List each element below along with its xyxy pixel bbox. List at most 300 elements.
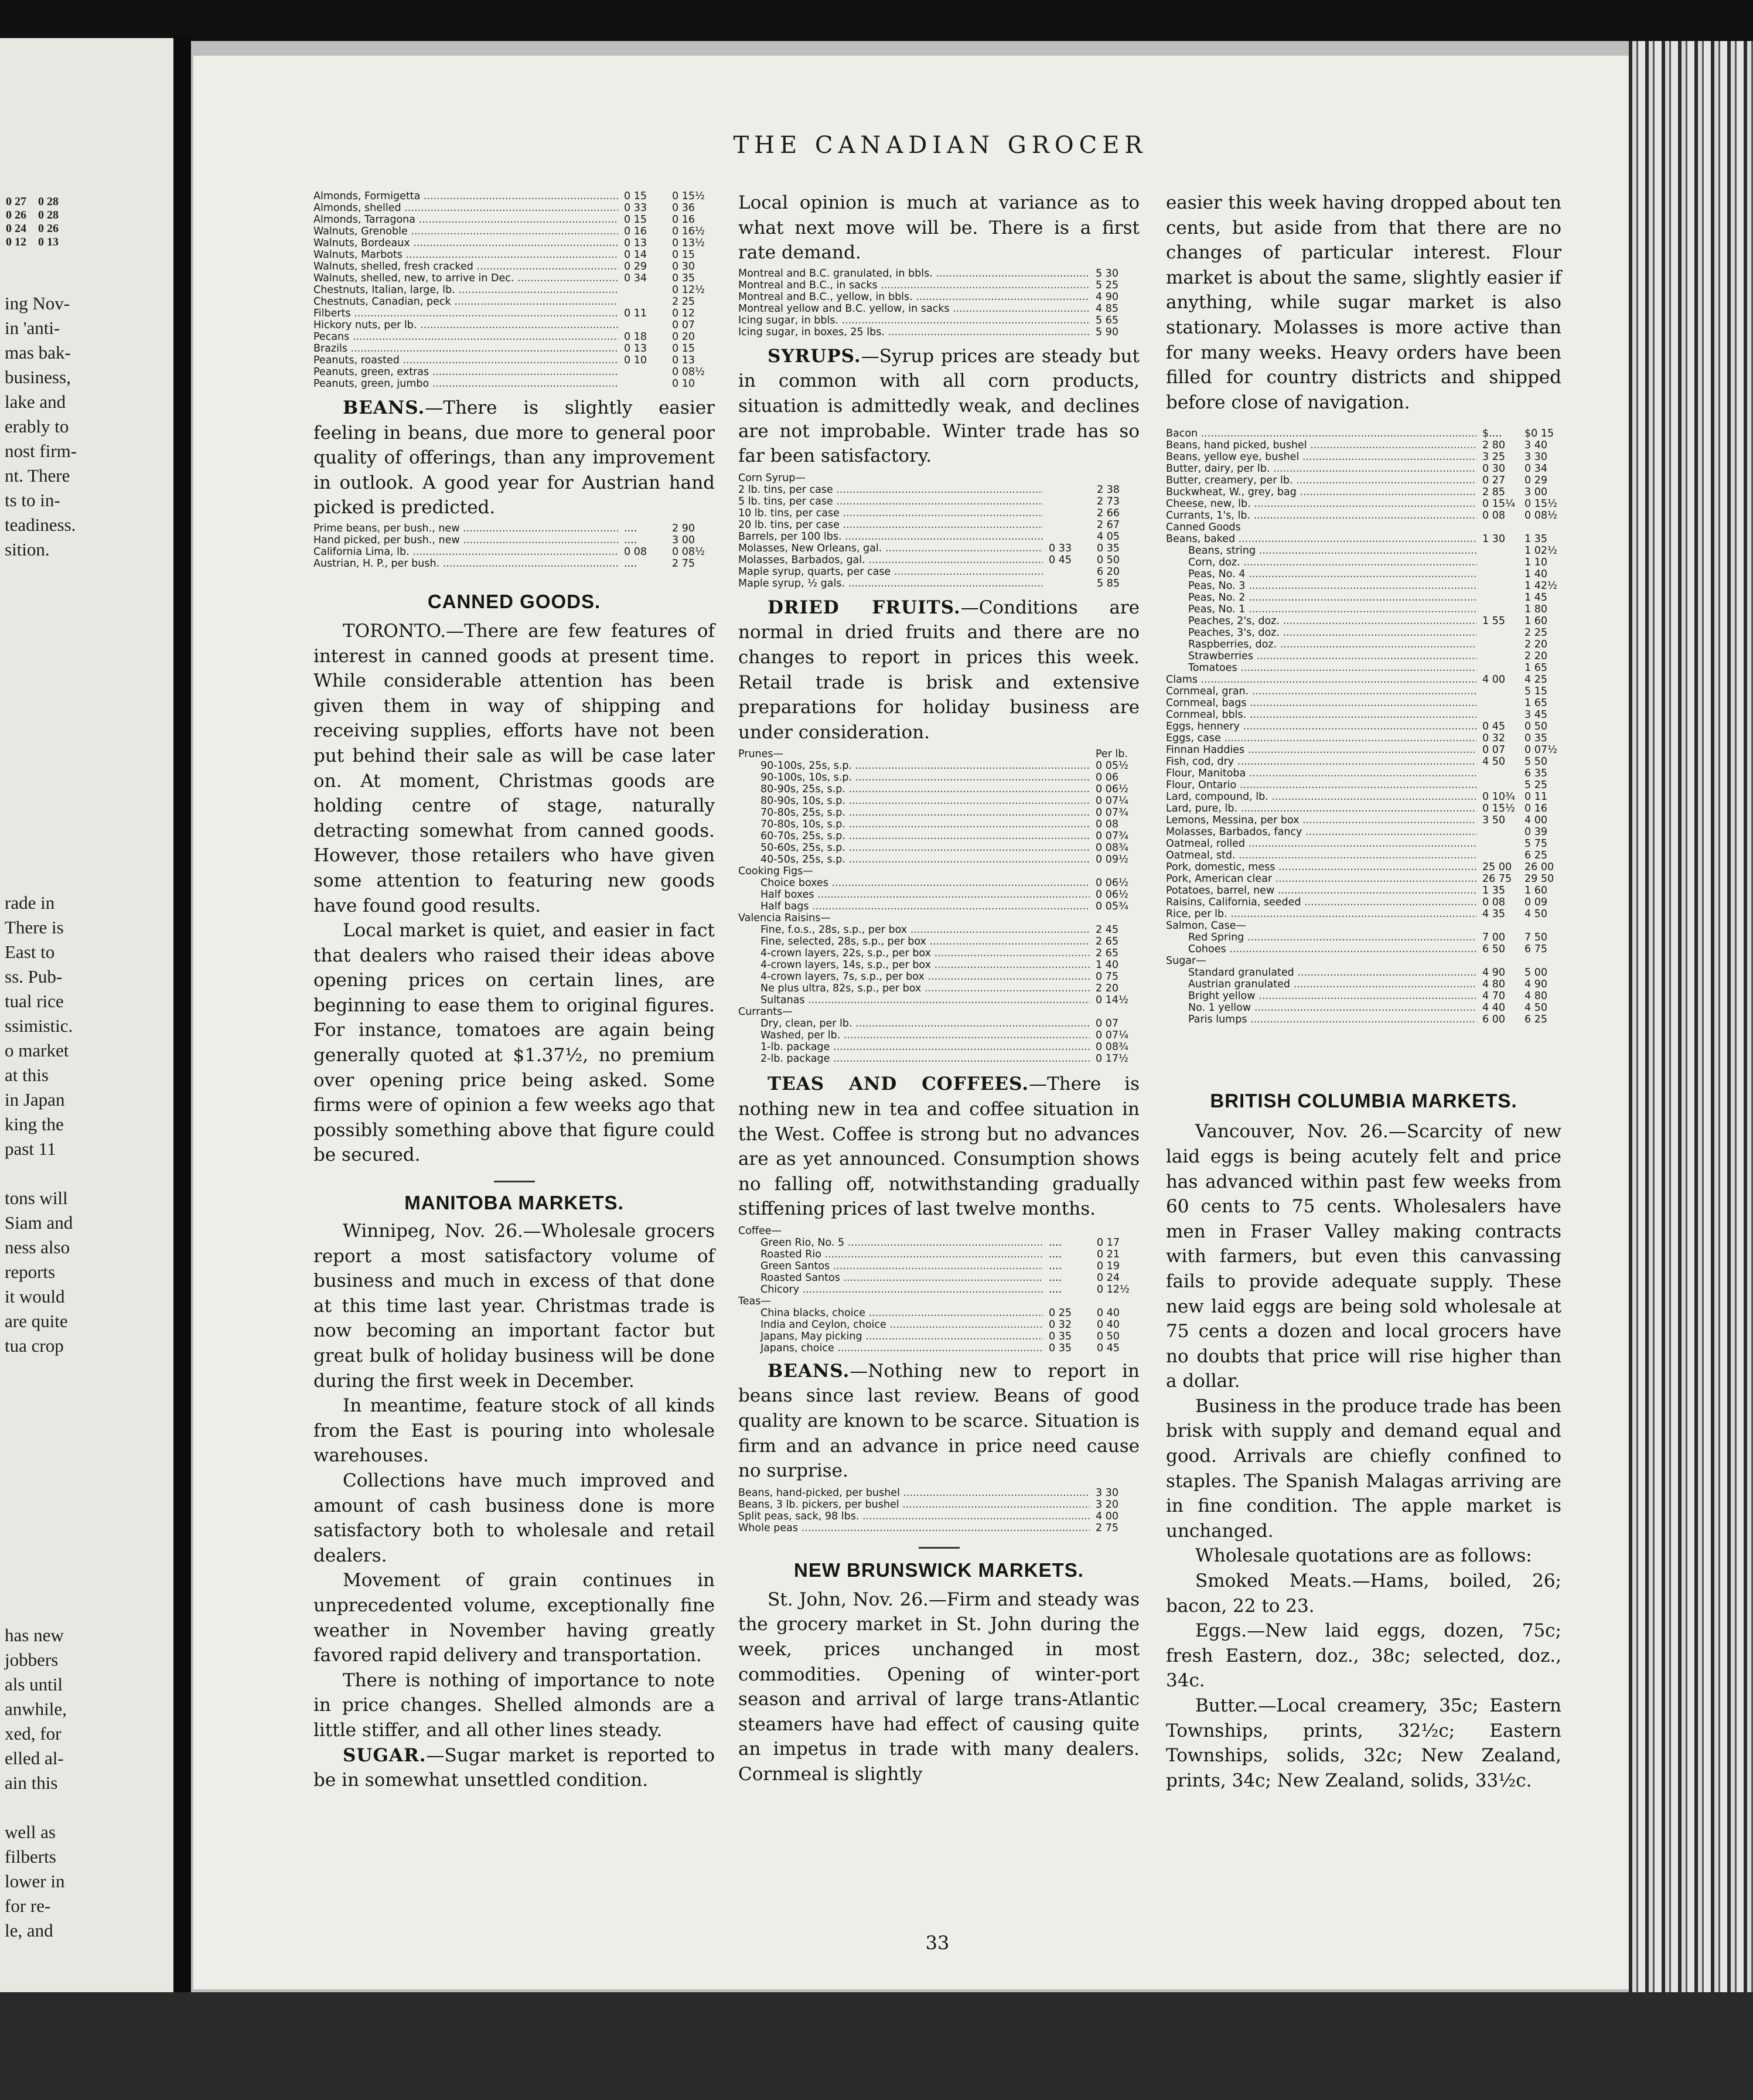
table-row: [738, 484, 1140, 496]
price-v2: 1 80: [1525, 604, 1547, 616]
table-row: [738, 924, 1140, 936]
item-label: Hickory nuts, per lb. .....: [313, 319, 618, 331]
table-row: [1166, 533, 1561, 545]
item-label: Fish, cod, dry .....: [1166, 756, 1476, 768]
item-label: Peas, No. 4 .....: [1166, 568, 1476, 580]
price-v1: 0 15¼: [1482, 498, 1515, 510]
table-row: [738, 959, 1140, 971]
item-label: Half boxes .....: [738, 889, 1090, 901]
table-row: [738, 1487, 1140, 1499]
price-v1: 2 80: [1482, 439, 1505, 452]
item-label: Ne plus ultra, 82s, s.p., per box .....: [738, 983, 1090, 994]
price-v1: 4 70: [1482, 990, 1505, 1003]
price-v1: 3 25: [1482, 451, 1505, 463]
item-label: Roasted Rio .....: [738, 1249, 1043, 1260]
item-label: Icing sugar, in bbls. .....: [738, 315, 1090, 326]
price-v1: [1476, 662, 1519, 674]
table-row: [738, 1511, 1140, 1522]
table-row: [738, 1307, 1140, 1319]
table-row: [313, 226, 715, 237]
item-label: Green Santos .....: [738, 1260, 1043, 1272]
table-row: [738, 1260, 1140, 1272]
manitoba-paragraph-4: Movement of grain continues in unprecedented volume, exceptionally fine weather in November having greatly favored rapid delivery and transportation.: [313, 1570, 715, 1666]
price-v1: [1476, 557, 1519, 568]
price-v2: 0 35: [1097, 542, 1120, 554]
price-v2: 0 07¾: [1096, 807, 1128, 819]
table-row: [738, 315, 1140, 326]
price-v1: 0 30: [1482, 463, 1505, 475]
new-brunswick-continued-paragraph: easier this week having dropped about ten cents, but aside from that there are no changes of particular interest. Flour market is about the same, slightly easier if anything, while sugar market is also stationary. Molasses is more active than for many weeks. Heavy orders have been filled for country districts and shipped before close of navigation.: [1166, 192, 1561, 413]
bc-paragraph-1: Vancouver, Nov. 26.—Scarcity of new laid eggs is being acutely felt and price has advanced within past few weeks from 60 cents to 75 cents. Wholesalers have men in Fraser Valley making contracts with farmers, but even this canvassing fails to provide adequate supply. These new laid eggs are being sold wholesale at 75 cents a dozen and local grocers have no doubts that price will rise higher than a dollar.: [1166, 1121, 1561, 1392]
table-row: [1166, 674, 1561, 686]
price-v2: 0 50: [1097, 1330, 1120, 1342]
price-v2: 0 07¾: [1096, 830, 1128, 843]
item-label: Fine, f.o.s., 28s, s.p., per box .....: [738, 924, 1090, 936]
price-v2: 4 80: [1525, 990, 1547, 1003]
table-row: [1166, 967, 1561, 979]
price-v1: ....: [1049, 1271, 1062, 1284]
price-v1: 7 00: [1482, 932, 1505, 944]
table-row: [738, 807, 1140, 819]
price-v2: 3 40: [1525, 439, 1547, 452]
price-v2: 5 00: [1525, 967, 1547, 979]
price-v2: 5 75: [1525, 838, 1547, 850]
price-v2: 0 21: [1097, 1248, 1120, 1260]
table-row: [738, 531, 1140, 543]
price-v2: [1091, 1296, 1140, 1307]
nuts-price-table: [313, 190, 715, 390]
table-row: [1166, 885, 1561, 896]
price-v1: 0 45: [1049, 554, 1072, 566]
item-label: Cornmeal, gran. .....: [1166, 686, 1476, 697]
price-v1: [1043, 507, 1091, 519]
table-row: [738, 819, 1140, 830]
price-v2: 2 73: [1097, 495, 1120, 507]
price-v2: 4 25: [1525, 674, 1547, 686]
table-row: [1166, 545, 1561, 557]
item-label: Flour, Ontario .....: [1166, 779, 1476, 791]
table-row: [313, 202, 715, 214]
price-v2: 0 14½: [1096, 994, 1128, 1007]
column-2: [738, 190, 1140, 1787]
price-v1: 4 80: [1482, 979, 1505, 991]
price-v1: [1476, 627, 1519, 639]
table-row: [1166, 826, 1561, 838]
price-v2: 2 20: [1525, 650, 1547, 663]
item-label: 5 lb. tins, per case .....: [738, 496, 1043, 507]
item-label: Peaches, 3's, doz. .....: [1166, 627, 1476, 639]
price-v2: 1 65: [1525, 662, 1547, 674]
item-label: Beans, hand-picked, per bushel .....: [738, 1487, 1090, 1499]
table-row: [313, 378, 715, 390]
table-row: [738, 1331, 1140, 1342]
price-v1: [618, 319, 666, 331]
table-row: [1166, 557, 1561, 568]
price-v2: 0 39: [1525, 826, 1547, 838]
price-v2: 0 36: [672, 202, 695, 214]
item-label: Corn, doz. .....: [1166, 557, 1476, 568]
item-label: Cornmeal, bbls. .....: [1166, 709, 1476, 721]
price-v1: 0 15: [624, 190, 647, 202]
item-label: Corn Syrup—: [738, 472, 806, 484]
price-v2: 0 35: [1525, 732, 1547, 745]
item-label: Rice, per lb. .....: [1166, 908, 1476, 920]
table-row: [313, 319, 715, 331]
price-v2: 0 34: [1525, 463, 1547, 475]
table-row: [313, 214, 715, 226]
price-v2: 4 50: [1525, 908, 1547, 921]
price-v2: 0 17: [1097, 1236, 1120, 1249]
price-v1: [1476, 639, 1519, 650]
price-v1: [1043, 1296, 1091, 1307]
price-v2: 0 15½: [672, 190, 705, 202]
table-row: [738, 472, 1140, 484]
price-v1: [618, 284, 666, 296]
column-1: [313, 190, 715, 1793]
price-v1: [1476, 920, 1519, 932]
item-label: Japans, May picking .....: [738, 1331, 1043, 1342]
price-v2: 0 06½: [1096, 783, 1128, 796]
bc-paragraph-2: Business in the produce trade has been brisk with supply and demand equal and good. Arrivals are chiefly confined to staples. The Spanish Malagas arriving are in fine condition. The apple market is unchanged.: [1166, 1395, 1561, 1542]
item-label: Hand picked, per bush., new .....: [313, 534, 618, 546]
table-row: [1166, 686, 1561, 697]
item-label: Lard, compound, lb. .....: [1166, 791, 1476, 803]
table-row: [1166, 615, 1561, 627]
price-v1: [1476, 592, 1519, 604]
price-v2: 0 08: [1096, 819, 1118, 831]
table-row: [1166, 439, 1561, 451]
table-row: [1166, 697, 1561, 709]
item-label: Peas, No. 2 .....: [1166, 592, 1476, 604]
table-row: [313, 546, 715, 558]
item-label: No. 1 yellow .....: [1166, 1002, 1476, 1014]
price-v1: [618, 366, 666, 378]
price-v1: 3 50: [1482, 814, 1505, 827]
item-label: Butter, dairy, per lb. .....: [1166, 463, 1476, 475]
price-v2: 3 45: [1525, 709, 1547, 721]
price-v2: 0 08½: [1525, 510, 1557, 522]
table-row: [1166, 814, 1561, 826]
scan-border-top: [0, 0, 1753, 41]
price-v1: 1 35: [1482, 885, 1505, 897]
item-label: Beans, hand picked, bushel .....: [1166, 439, 1476, 451]
canned-goods-paragraph-2: Local market is quiet, and easier in fact that dealers who raised their ideas above opening prices on certain lines, are beginning to ease them to original figures. For instance, tomatoes are again being generally quoted at $1.37½, no premium over opening price being asked. Some firms were of opinion a few weeks ago that possibly something above that figure could be secured.: [313, 920, 715, 1166]
item-label: 10 lb. tins, per case .....: [738, 507, 1043, 519]
item-label: Sugar—: [1166, 955, 1206, 967]
price-v2: 7 50: [1525, 932, 1547, 944]
table-row: [1166, 662, 1561, 674]
item-label: Walnuts, shelled, fresh cracked .....: [313, 261, 618, 272]
item-label: Lard, pure, lb. .....: [1166, 803, 1476, 814]
table-row: [1166, 896, 1561, 908]
table-row: [1166, 721, 1561, 732]
price-v2: 4 90: [1525, 979, 1547, 991]
item-label: 4-crown layers, 7s, s.p., per box .....: [738, 971, 1090, 983]
item-label: Peanuts, green, jumbo .....: [313, 378, 618, 390]
item-label: Peanuts, green, extras .....: [313, 366, 618, 378]
item-label: Almonds, shelled .....: [313, 202, 618, 214]
item-label: Roasted Santos .....: [738, 1272, 1043, 1284]
table-row: [738, 1284, 1140, 1296]
item-label: Standard granulated .....: [1166, 967, 1476, 979]
price-v2: 3 00: [672, 534, 695, 546]
price-v1: [1476, 568, 1519, 580]
price-v2: 5 30: [1096, 267, 1118, 279]
price-v2: 0 15: [672, 343, 695, 354]
price-v2: [1519, 920, 1561, 932]
price-v1: 4 00: [1482, 674, 1505, 686]
table-row: [1166, 650, 1561, 662]
manitoba-paragraph-5: There is nothing of importance to note in price changes. Shelled almonds are a little stiffer, and all other lines steady.: [313, 1669, 715, 1741]
price-v2: 1 65: [1525, 697, 1547, 710]
price-v2: 0 20: [672, 331, 695, 343]
item-label: Paris lumps .....: [1166, 1014, 1476, 1025]
price-v2: 5 15: [1525, 686, 1547, 698]
item-label: Split peas, sack, 98 lbs. .....: [738, 1511, 1090, 1522]
table-row: [738, 326, 1140, 338]
price-v1: 4 50: [1482, 756, 1505, 768]
table-row: [1166, 475, 1561, 486]
table-row: Prunes— Per lb.: [738, 748, 1128, 761]
price-v2: 2 25: [672, 296, 695, 308]
price-v2: 5 25: [1096, 279, 1118, 291]
price-v2: 3 20: [1096, 1498, 1118, 1511]
item-label: Icing sugar, in boxes, 25 lbs. .....: [738, 326, 1090, 338]
price-v1: [1043, 496, 1091, 507]
price-v2: 4 00: [1525, 814, 1547, 827]
table-row: [738, 1296, 1140, 1307]
item-label: Peaches, 2's, doz. .....: [1166, 615, 1476, 627]
book-spine: [173, 35, 191, 1992]
manitoba-paragraph-2: In meantime, feature stock of all kinds from the East is pouring into wholesale warehouses.: [313, 1395, 715, 1467]
table-row: [1166, 1014, 1561, 1025]
price-v2: 1 35: [1525, 533, 1547, 546]
price-v1: [1476, 650, 1519, 662]
item-label: Molasses, New Orleans, gal. .....: [738, 543, 1043, 554]
table-row: [738, 554, 1140, 566]
price-v2: 5 25: [1525, 779, 1547, 792]
price-v2: 0 08¾: [1096, 1041, 1128, 1054]
table-row: [1166, 873, 1561, 885]
price-v2: [1090, 1006, 1140, 1018]
table-row: [738, 1342, 1140, 1354]
table-row: [1166, 791, 1561, 803]
table-row: [1166, 732, 1561, 744]
price-v2: 2 75: [1096, 1522, 1118, 1534]
page-stack-edge: [1629, 41, 1753, 1992]
price-v2: 0 07: [1096, 1018, 1118, 1030]
price-v2: 2 65: [1096, 936, 1118, 948]
table-row: [738, 519, 1140, 531]
price-v1: ....: [1049, 1236, 1062, 1249]
price-v1: 0 25: [1049, 1307, 1072, 1319]
table-row: [738, 268, 1140, 279]
table-row: [313, 343, 715, 354]
table-row: [1166, 463, 1561, 475]
table-row: [1166, 756, 1561, 768]
table-row: [738, 1041, 1140, 1053]
table-row: [1166, 908, 1561, 920]
new-brunswick-paragraph: St. John, Nov. 26.—Firm and steady was the grocery market in St. John during the week, prices unchanged in most commodities. Opening of winter-port season and arrival of large trans-Atlantic steamers have had effect of causing quite an impetus in trade with many dealers. Cornmeal is slightly: [738, 1588, 1140, 1785]
price-v2: 6 25: [1525, 850, 1547, 862]
table-row: [738, 1006, 1140, 1018]
item-label: Beans, 3 lb. pickers, per bushel .....: [738, 1499, 1090, 1511]
item-label: Cornmeal, bags .....: [1166, 697, 1476, 709]
price-v2: 0 12½: [1097, 1283, 1130, 1296]
manitoba-paragraph-1: Winnipeg, Nov. 26.—Wholesale grocers report a most satisfactory volume of business and much in excess of that done at this time last year. Christmas trade is now becoming an important factor but great bulk of holiday business will be done during the first week in December.: [313, 1221, 715, 1392]
item-label: Austrian granulated .....: [1166, 979, 1476, 990]
price-v1: [1043, 472, 1091, 484]
item-label: Green Rio, No. 5 .....: [738, 1237, 1043, 1249]
table-row: [1166, 990, 1561, 1002]
table-row: [1166, 428, 1561, 439]
price-v2: 0 75: [1096, 971, 1118, 983]
item-label: Barrels, per 100 lbs. .....: [738, 531, 1043, 543]
table-row: [313, 354, 715, 366]
running-title: THE CANADIAN GROCER: [733, 132, 1148, 159]
price-v1: 0 27: [1482, 475, 1505, 487]
price-v2: 2 38: [1097, 483, 1120, 496]
item-label: Tomatoes .....: [1166, 662, 1476, 674]
table-row: [1166, 521, 1561, 533]
syrup-price-table: [738, 472, 1140, 589]
item-label: Oatmeal, std. .....: [1166, 850, 1476, 861]
item-label: Austrian, H. P., per bush. .....: [313, 558, 618, 570]
item-label: 90-100s, 25s, s.p. .....: [738, 760, 1090, 772]
sugar-continued-paragraph: Local opinion is much at variance as to what next move will be. There is a first rate demand.: [738, 192, 1140, 264]
price-v1: 25 00: [1482, 861, 1512, 874]
table-row: [313, 284, 715, 296]
item-label: 70-80s, 10s, s.p. .....: [738, 819, 1090, 830]
british-columbia-heading: BRITISH COLUMBIA MARKETS.: [1210, 1090, 1517, 1112]
item-label: Coffee—: [738, 1225, 782, 1237]
price-v1: 0 16: [624, 226, 647, 237]
price-v1: 4 90: [1482, 967, 1505, 979]
item-label: Beans, string .....: [1166, 545, 1476, 557]
item-label: California Lima, lb. .....: [313, 546, 618, 558]
price-v1: [1476, 826, 1519, 838]
price-v2: 2 45: [1096, 924, 1118, 936]
price-v2: 1 60: [1525, 615, 1547, 628]
item-label: Filberts .....: [313, 308, 618, 319]
table-row: [738, 507, 1140, 519]
item-label: Currants—: [738, 1006, 793, 1018]
price-v1: [1476, 838, 1519, 850]
price-v2: 2 25: [1525, 627, 1547, 639]
item-label: Lemons, Messina, per box .....: [1166, 814, 1476, 826]
price-v2: 1 10: [1525, 557, 1547, 569]
price-v2: 0 07¼: [1096, 795, 1128, 807]
item-label: 20 lb. tins, per case .....: [738, 519, 1043, 531]
price-v2: 1 40: [1096, 959, 1118, 971]
price-v1: 0 15½: [1482, 803, 1515, 815]
item-label: Cooking Figs—: [738, 865, 813, 878]
price-v2: 3 30: [1525, 451, 1547, 463]
price-v1: 0 13: [624, 237, 647, 249]
price-v1: [1476, 779, 1519, 791]
item-label: 90-100s, 10s, s.p. .....: [738, 772, 1090, 783]
table-row: [1166, 838, 1561, 850]
table-row: [1166, 768, 1561, 779]
left-fragment-lines-a: ing Nov- in 'anti- mas bak- business, lake and erably to nost firm- nt. There ts to in- teadiness. sition.: [5, 293, 77, 560]
table-row: [738, 1225, 1140, 1237]
item-label: Potatoes, barrel, new .....: [1166, 885, 1476, 896]
price-v2: 0 06½: [1096, 889, 1128, 901]
item-label: Raspberries, doz. .....: [1166, 639, 1476, 650]
table-row: [313, 558, 715, 570]
item-label: 50-60s, 25s, s.p. .....: [738, 842, 1090, 854]
table-row: [313, 308, 715, 319]
item-label: 1-lb. package .....: [738, 1041, 1090, 1053]
left-fragment-prices: 0 27 0 28 0 26 0 28 0 24 0 26 0 12 0 13: [6, 195, 59, 248]
table-row: [738, 291, 1140, 303]
table-row: [1166, 639, 1561, 650]
price-v1: [1476, 709, 1519, 721]
price-v2: 6 25: [1525, 1014, 1547, 1026]
scan-border-bottom: [0, 1992, 1753, 2100]
table-row: [313, 523, 715, 534]
price-v2: 5 50: [1525, 756, 1547, 768]
item-label: Canned Goods: [1166, 521, 1241, 534]
table-row: [738, 912, 1140, 924]
table-row: [313, 237, 715, 249]
table-row: [738, 854, 1140, 865]
item-label: Molasses, Barbados, gal. .....: [738, 554, 1043, 566]
item-label: Cohoes .....: [1166, 943, 1476, 955]
item-label: Red Spring .....: [1166, 932, 1476, 943]
item-label: Washed, per lb. .....: [738, 1029, 1090, 1041]
price-v2: 0 09½: [1096, 854, 1128, 866]
price-v1: [1476, 686, 1519, 697]
table-row: [313, 261, 715, 272]
item-label: Sultanas .....: [738, 994, 1090, 1006]
table-row: [1166, 803, 1561, 814]
table-row: [1166, 744, 1561, 756]
price-v1: [1476, 604, 1519, 615]
price-v1: 2 85: [1482, 486, 1505, 499]
table-row: [1166, 627, 1561, 639]
table-row: [738, 1018, 1140, 1029]
table-row: [738, 279, 1140, 291]
table-row: [738, 947, 1140, 959]
table-row: [738, 865, 1140, 877]
item-label: 70-80s, 25s, s.p. .....: [738, 807, 1090, 819]
column-3: [1166, 190, 1561, 1793]
table-row: [1166, 580, 1561, 592]
syrups-paragraph: SYRUPS.—Syrup prices are steady but in common with all corn products, situation is admittedly weak, and declines are not improbable. Winter trade has so far been satisfactory.: [738, 345, 1140, 467]
price-v2: 3 30: [1096, 1487, 1118, 1499]
price-v2: 0 30: [672, 261, 695, 272]
price-v2: 29 50: [1525, 873, 1554, 885]
canned-goods-heading: CANNED GOODS.: [427, 590, 601, 612]
table-row: [738, 760, 1140, 772]
price-v1: 0 08: [624, 546, 647, 558]
price-v1: [1043, 484, 1091, 496]
item-label: Valencia Raisins—: [738, 912, 831, 925]
beans-2-price-table: [738, 1487, 1140, 1534]
table-row: [738, 877, 1140, 889]
table-row: [1166, 932, 1561, 943]
price-v2: 0 06: [1096, 772, 1118, 784]
item-label: Flour, Manitoba .....: [1166, 768, 1476, 779]
table-row: [738, 983, 1140, 994]
price-v2: 5 90: [1096, 326, 1118, 338]
table-row: [313, 272, 715, 284]
table-row: [738, 783, 1140, 795]
table-row: [1166, 498, 1561, 510]
manitoba-paragraph-3: Collections have much improved and amount of cash business done is more satisfactory both to wholesale and retail dealers.: [313, 1470, 715, 1566]
bc-paragraph-4: Smoked Meats.—Hams, boiled, 26; bacon, 22 to 23.: [1166, 1570, 1561, 1617]
